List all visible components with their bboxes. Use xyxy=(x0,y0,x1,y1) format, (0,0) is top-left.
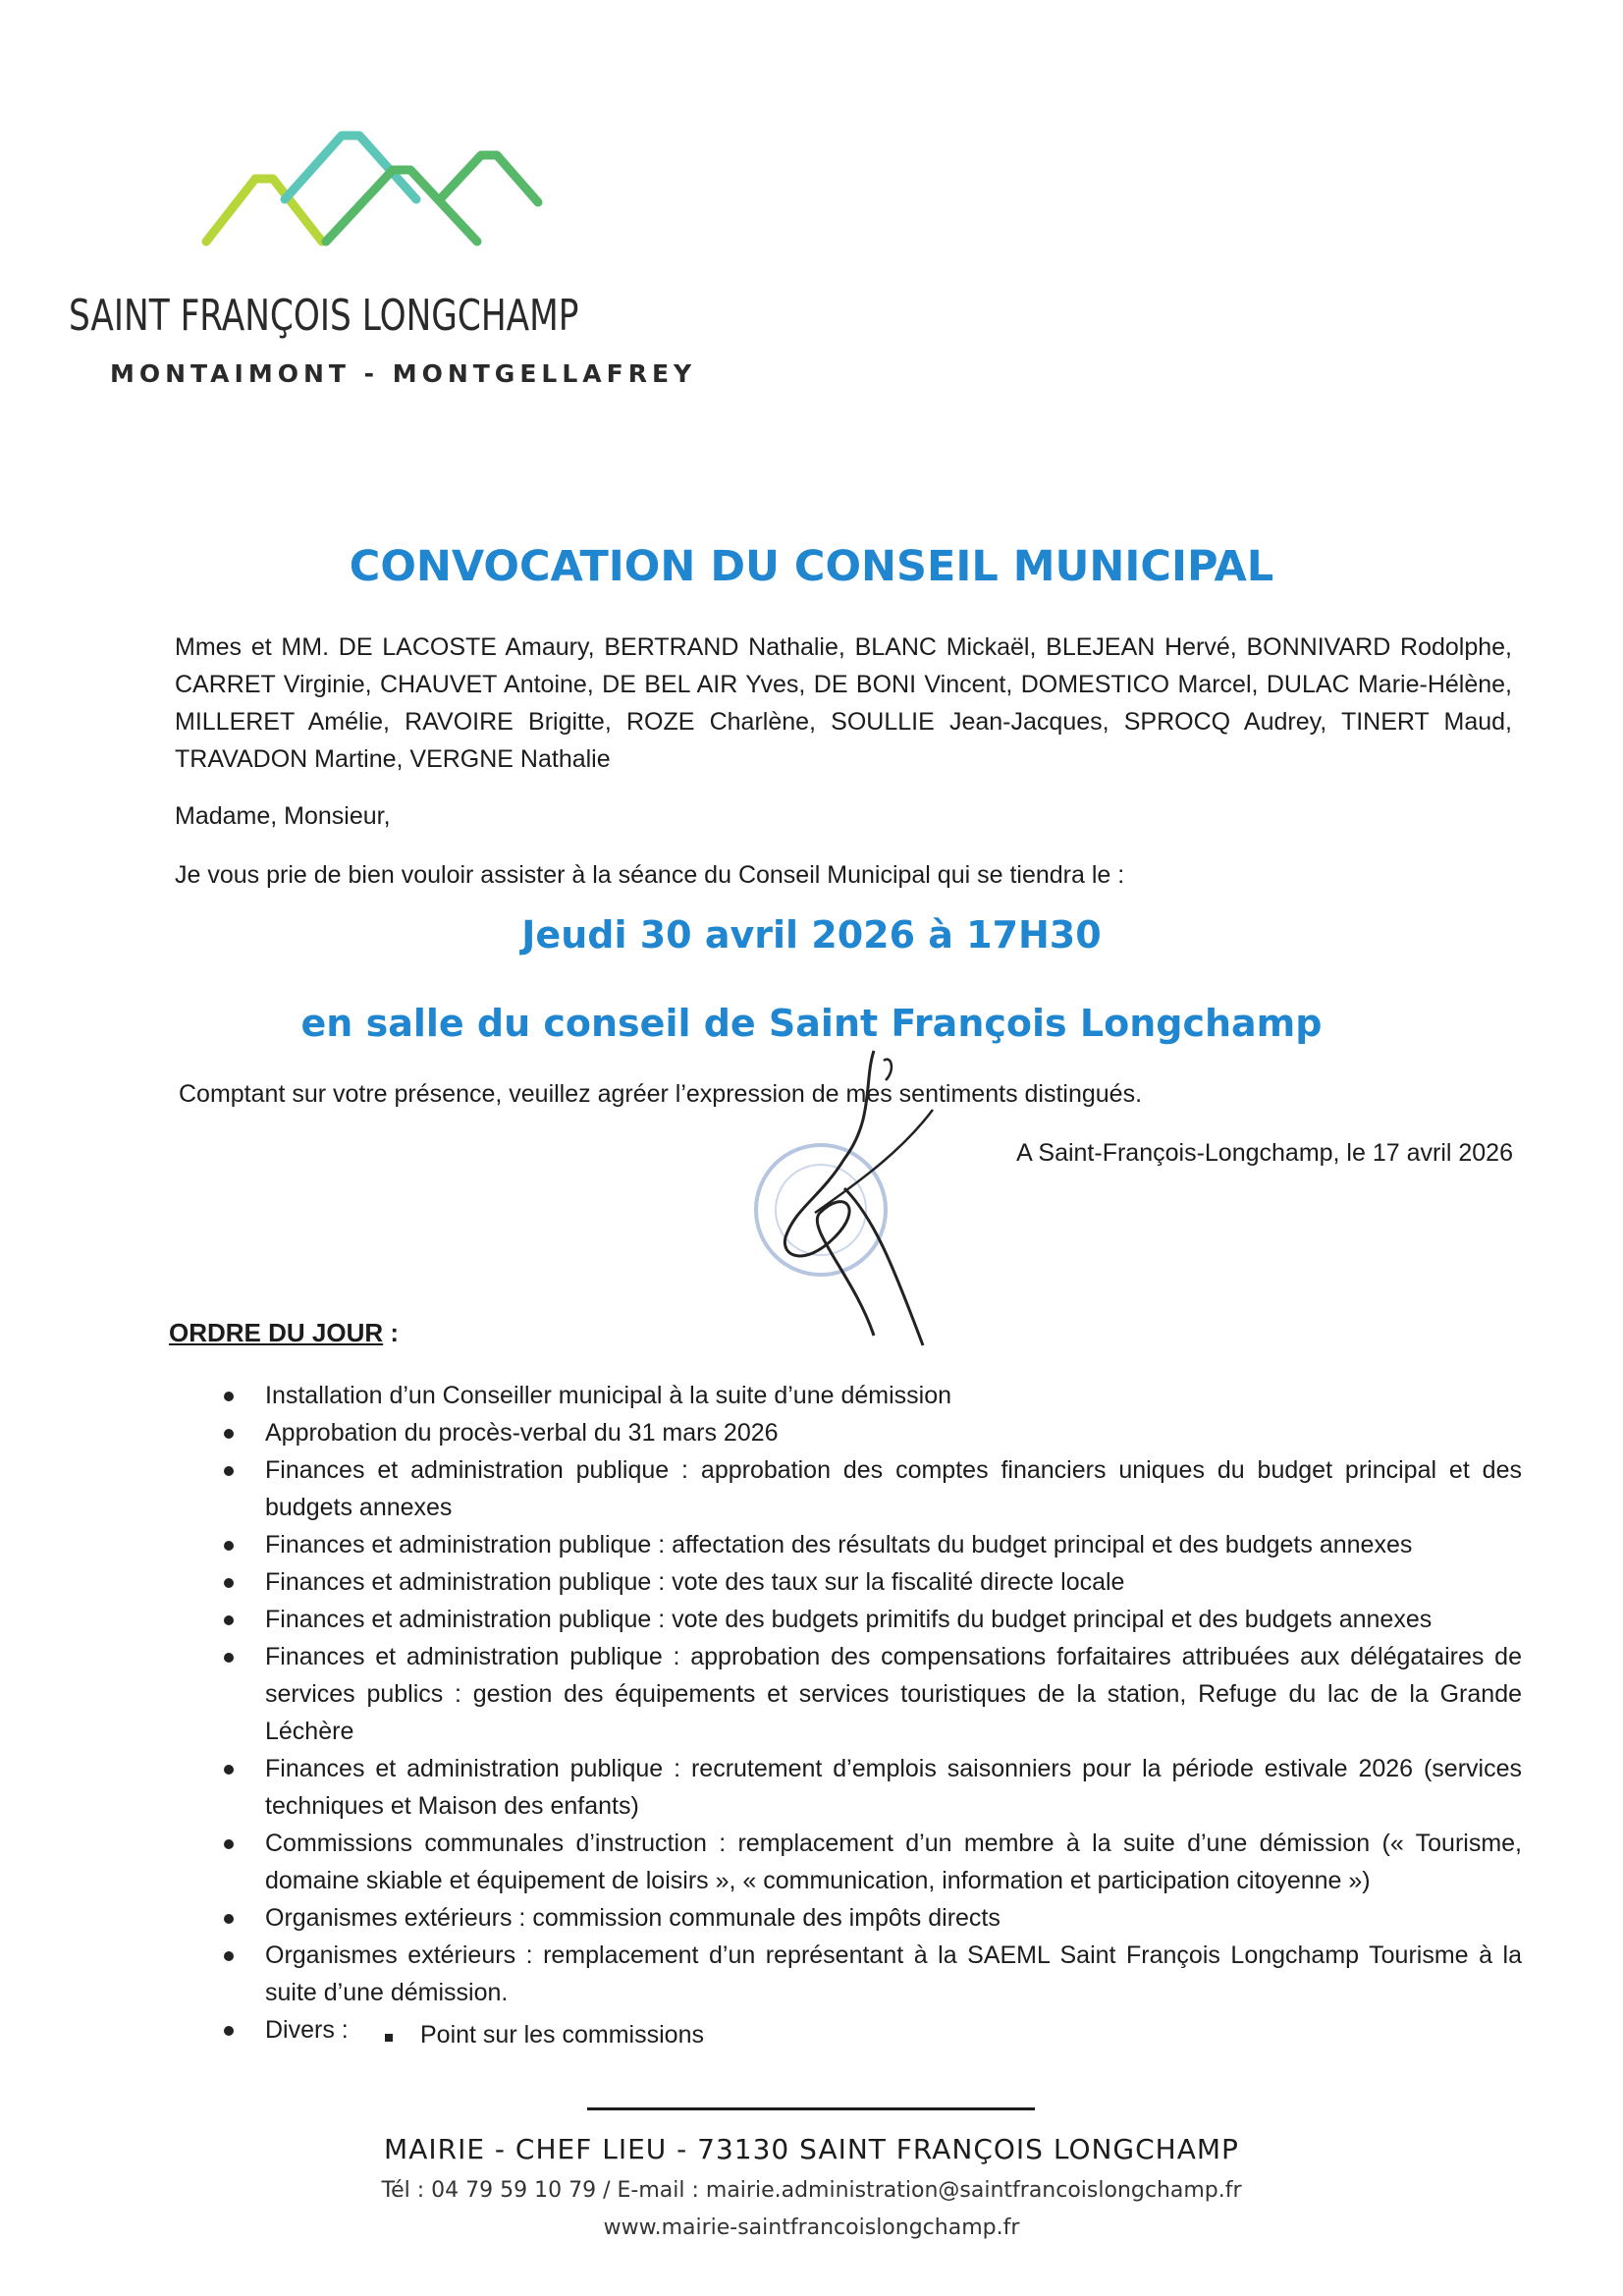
meeting-date: Jeudi 30 avril 2026 à 17H30 xyxy=(521,913,1102,957)
bullet-icon xyxy=(224,1615,234,1625)
bullet-icon xyxy=(224,1541,234,1551)
bullet-icon xyxy=(224,1392,234,1401)
agenda-item-text: Finances et administration publique : vote des budgets primitifs du budget principal et des budgets annexes xyxy=(265,1606,1433,1633)
agenda-item-text: Organismes extérieurs : remplacement d’un représentant à la SAEML Saint François Longchamp Tourisme à la suite d’une démission. xyxy=(265,1941,1522,2006)
invitation-text: Je vous prie de bien vouloir assister à la séance du Conseil Municipal qui se tiendra le : xyxy=(175,861,1125,889)
members-list: Mmes et MM. DE LACOSTE Amaury, BERTRAND Nathalie, BLANC Mickaël, BLEJEAN Hervé, BONNIVARD Rodolphe, CARRET Virginie, CHAUVET Antoine, DE BEL AIR Yves, DE BONI Vincent, DOMESTICO Marcel, DULAC Marie-Hélène, MILLERET Amélie, RAVOIRE Brigitte, ROZE Charlène, SOULLIE Jean-Jacques, SPROCQ Audrey, TINERT Maud, TRAVADON Martine, VERGNE Nathalie xyxy=(175,633,1512,773)
official-stamp-signature xyxy=(727,1041,982,1355)
salutation: Madame, Monsieur, xyxy=(175,802,391,830)
agenda-item-text: Finances et administration publique : approbation des comptes financiers uniques du budget principal et des budgets annexes xyxy=(265,1456,1522,1521)
footer-divider xyxy=(587,2107,1035,2110)
bullet-icon xyxy=(224,1914,234,1924)
agenda-heading-suffix: : xyxy=(383,1318,400,1347)
agenda-item-text: Divers : xyxy=(265,2016,349,2044)
bullet-icon xyxy=(224,1429,234,1439)
mountains-logo-icon xyxy=(196,116,609,263)
agenda-item-text: Finances et administration publique : vote des taux sur la fiscalité directe locale xyxy=(265,1568,1125,1596)
municipality-name: SAINT FRANÇOIS LONGCHAMP xyxy=(69,291,579,341)
footer-address: MAIRIE - CHEF LIEU - 73130 SAINT FRANÇOIS LONGCHAMP xyxy=(384,2133,1239,2165)
closing-text: Comptant sur votre présence, veuillez agréer l’expression de mes sentiments distingués. xyxy=(179,1080,1143,1108)
agenda-item-text: Commissions communales d’instruction : remplacement d’un membre à la suite d’une démission (« Tourisme, domaine skiable et équipement de loisirs », « communication, information et participation citoyenne ») xyxy=(265,1830,1522,1894)
meeting-location: en salle du conseil de Saint François Longchamp xyxy=(300,1002,1323,1045)
bullet-icon xyxy=(224,1578,234,1588)
agenda-heading xyxy=(169,1318,399,1348)
agenda-item-text: Approbation du procès-verbal du 31 mars 2026 xyxy=(265,1419,779,1447)
place-and-date: A Saint-François-Longchamp, le 17 avril 2026 xyxy=(1016,1139,1513,1167)
bullet-icon xyxy=(224,2026,234,2036)
agenda-heading-label: ORDRE DU JOUR xyxy=(169,1318,384,1347)
agenda-item xyxy=(224,1451,1522,1526)
bullet-icon xyxy=(224,1765,234,1775)
agenda-sub-item-text: Point sur les commissions xyxy=(420,2021,704,2049)
bullet-icon xyxy=(224,1466,234,1476)
agenda-item-text: Finances et administration publique : affectation des résultats du budget principal et des budgets annexes xyxy=(265,1531,1413,1558)
agenda-item xyxy=(224,1414,1522,1451)
bullet-icon xyxy=(224,1951,234,1961)
agenda-item-text: Finances et administration publique : recrutement d’emplois saisonniers pour la période estivale 2026 (services techniques et Maison des enfants) xyxy=(265,1755,1522,1820)
agenda-item-text: Installation d’un Conseiller municipal à la suite d’une démission xyxy=(265,1382,951,1409)
footer-contact: Tél : 04 79 59 10 79 / E-mail : mairie.administration@saintfrancoislongchamp.fr xyxy=(381,2178,1242,2203)
footer-website: www.mairie-saintfrancoislongchamp.fr xyxy=(603,2215,1020,2240)
agenda-list xyxy=(224,1377,1522,2049)
bullet-icon xyxy=(224,1839,234,1849)
agenda-item xyxy=(224,1526,1522,1563)
document-title: CONVOCATION DU CONSEIL MUNICIPAL xyxy=(349,542,1274,591)
municipality-subtitle: MONTAIMONT - MONTGELLAFREY xyxy=(110,359,697,388)
agenda-item xyxy=(224,2011,1522,2049)
agenda-item xyxy=(224,1638,1522,1750)
agenda-item xyxy=(224,1601,1522,1638)
agenda-item-text: Organismes extérieurs : commission communale des impôts directs xyxy=(265,1904,1001,1932)
agenda-item xyxy=(224,1937,1522,2011)
agenda-item-text: Finances et administration publique : approbation des compensations forfaitaires attribuées aux délégataires de services publics : gestion des équipements et services touristiques de la station, Refuge du lac de la Grande Léchère xyxy=(265,1643,1522,1745)
agenda-item xyxy=(224,1377,1522,1414)
bullet-icon xyxy=(224,1653,234,1663)
agenda-item xyxy=(224,1825,1522,1899)
agenda-item xyxy=(224,1563,1522,1601)
square-bullet-icon xyxy=(385,2034,393,2042)
agenda-item xyxy=(224,1899,1522,1937)
agenda-sub-item xyxy=(420,2021,704,2050)
agenda-item xyxy=(224,1750,1522,1825)
